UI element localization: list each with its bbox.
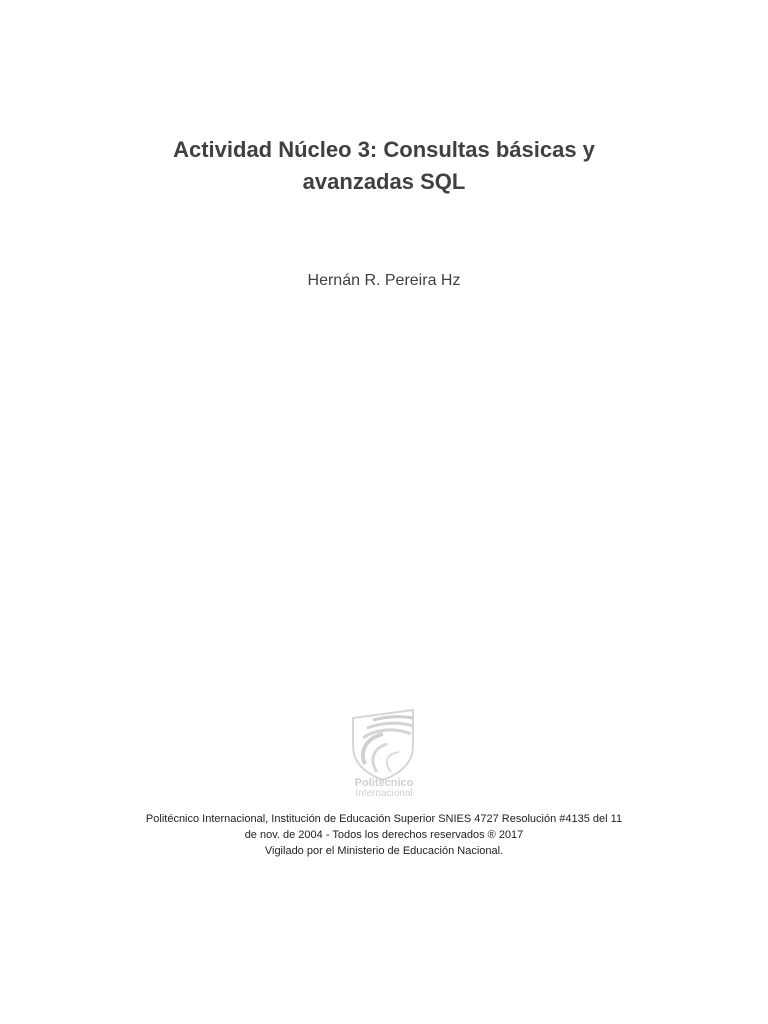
footer-line-1: Politécnico Internacional, Institución de Educación Superior SNIES 4727 Resolución #4135 del 11 — [145, 813, 623, 825]
institution-logo — [343, 706, 425, 798]
legal-footer — [84, 811, 684, 859]
logo-text-line-1: Politécnico — [354, 777, 414, 789]
title-line-1: Actividad Núcleo 3: Consultas básicas y — [173, 137, 595, 162]
shield-swoosh-logo-icon — [343, 706, 425, 798]
title-line-2: avanzadas SQL — [302, 169, 466, 194]
footer-line-3: Vigilado por el Ministerio de Educación Nacional. — [264, 845, 504, 857]
logo-text-line-2: Internacional — [355, 788, 413, 798]
document-title — [84, 134, 684, 198]
footer-line-2: de nov. de 2004 - Todos los derechos reservados ® 2017 — [244, 829, 524, 841]
author-name: Hernán R. Pereira Hz — [307, 272, 461, 289]
